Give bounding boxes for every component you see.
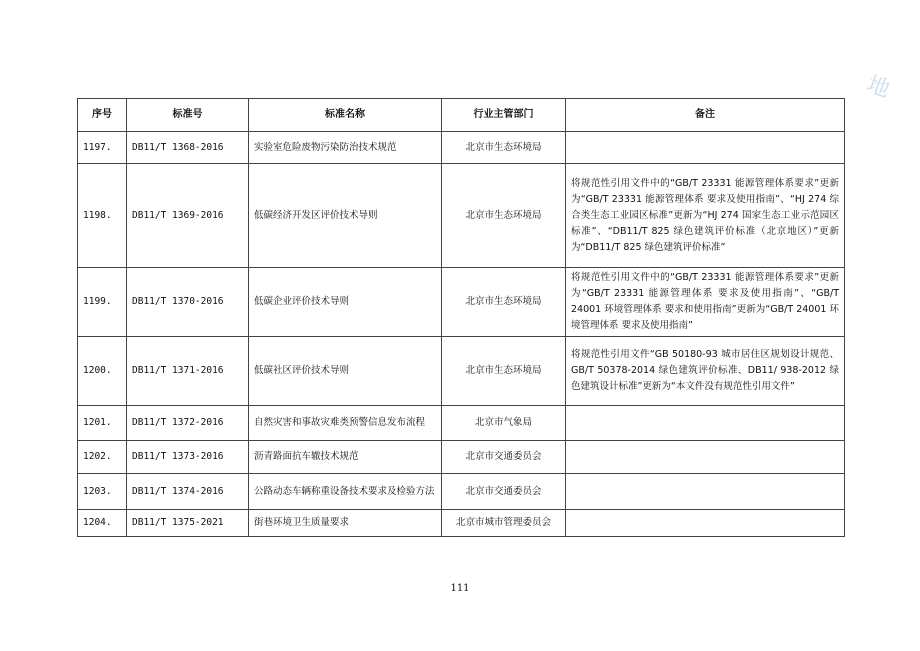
row-department: 北京市城市管理委员会 — [442, 510, 566, 537]
row-remarks — [566, 406, 845, 441]
table-row — [78, 337, 845, 406]
row-standard-name: 低碳社区评价技术导则 — [249, 337, 442, 406]
row-standard-name: 沥青路面抗车辙技术规范 — [249, 441, 442, 474]
row-standard-code: DB11/T 1372-2016 — [127, 406, 249, 441]
row-serial: 1201. — [78, 406, 127, 441]
row-standard-code: DB11/T 1368-2016 — [127, 132, 249, 164]
page-number: 111 — [450, 583, 470, 594]
row-serial: 1198. — [78, 164, 127, 268]
row-standard-code: DB11/T 1374-2016 — [127, 474, 249, 510]
row-serial: 1204. — [78, 510, 127, 537]
watermark: 地 — [863, 71, 893, 103]
table-row — [78, 164, 845, 268]
table-row — [78, 268, 845, 337]
header-standard-code: 标准号 — [127, 99, 249, 132]
header-department: 行业主管部门 — [442, 99, 566, 132]
row-department: 北京市生态环境局 — [442, 132, 566, 164]
row-serial: 1199. — [78, 268, 127, 337]
row-standard-code: DB11/T 1373-2016 — [127, 441, 249, 474]
row-remarks — [566, 441, 845, 474]
row-remarks — [566, 132, 845, 164]
row-standard-name: 低碳企业评价技术导则 — [249, 268, 442, 337]
row-serial: 1203. — [78, 474, 127, 510]
row-standard-code: DB11/T 1370-2016 — [127, 268, 249, 337]
row-standard-name: 自然灾害和事故灾难类预警信息发布流程 — [249, 406, 442, 441]
row-remarks: 将规范性引用文件中的“GB/T 23331 能源管理体系要求”更新为“GB/T 23331 能源管理体系 要求及使用指南”、“GB/T 24001 环境管理体系 要求和使用指南”更新为“GB/T 24001 环境管理体系 要求及使用指南” — [566, 268, 845, 337]
row-standard-code: DB11/T 1371-2016 — [127, 337, 249, 406]
row-department: 北京市交通委员会 — [442, 474, 566, 510]
row-department: 北京市气象局 — [442, 406, 566, 441]
table-header-row — [78, 99, 845, 132]
row-standard-name: 实验室危险废物污染防治技术规范 — [249, 132, 442, 164]
table-row — [78, 474, 845, 510]
standards-table — [77, 98, 845, 537]
row-remarks — [566, 510, 845, 537]
header-remarks: 备注 — [566, 99, 845, 132]
row-department: 北京市生态环境局 — [442, 268, 566, 337]
table-row — [78, 132, 845, 164]
header-serial: 序号 — [78, 99, 127, 132]
row-remarks: 将规范性引用文件“GB 50180-93 城市居住区规划设计规范、GB/T 50378-2014 绿色建筑评价标准、DB11/ 938-2012 绿色建筑设计标准”更新为“本文件没有规范性引用文件” — [566, 337, 845, 406]
row-serial: 1202. — [78, 441, 127, 474]
table-row — [78, 406, 845, 441]
row-standard-name: 低碳经济开发区评价技术导则 — [249, 164, 442, 268]
header-standard-name: 标准名称 — [249, 99, 442, 132]
row-standard-name: 公路动态车辆称重设备技术要求及检验方法 — [249, 474, 442, 510]
row-serial: 1200. — [78, 337, 127, 406]
row-department: 北京市生态环境局 — [442, 337, 566, 406]
table-row — [78, 441, 845, 474]
row-standard-name: 街巷环境卫生质量要求 — [249, 510, 442, 537]
row-standard-code: DB11/T 1375-2021 — [127, 510, 249, 537]
row-standard-code: DB11/T 1369-2016 — [127, 164, 249, 268]
table-row — [78, 510, 845, 537]
row-department: 北京市生态环境局 — [442, 164, 566, 268]
row-serial: 1197. — [78, 132, 127, 164]
row-remarks — [566, 474, 845, 510]
row-remarks: 将规范性引用文件中的“GB/T 23331 能源管理体系要求”更新为“GB/T 23331 能源管理体系 要求及使用指南”、“HJ 274 综合类生态工业园区标准”更新为“HJ 274 国家生态工业示范园区标准”、“DB11/T 825 绿色建筑评价标准（北京地区）”更新为“DB11/T 825 绿色建筑评价标准” — [566, 164, 845, 268]
row-department: 北京市交通委员会 — [442, 441, 566, 474]
